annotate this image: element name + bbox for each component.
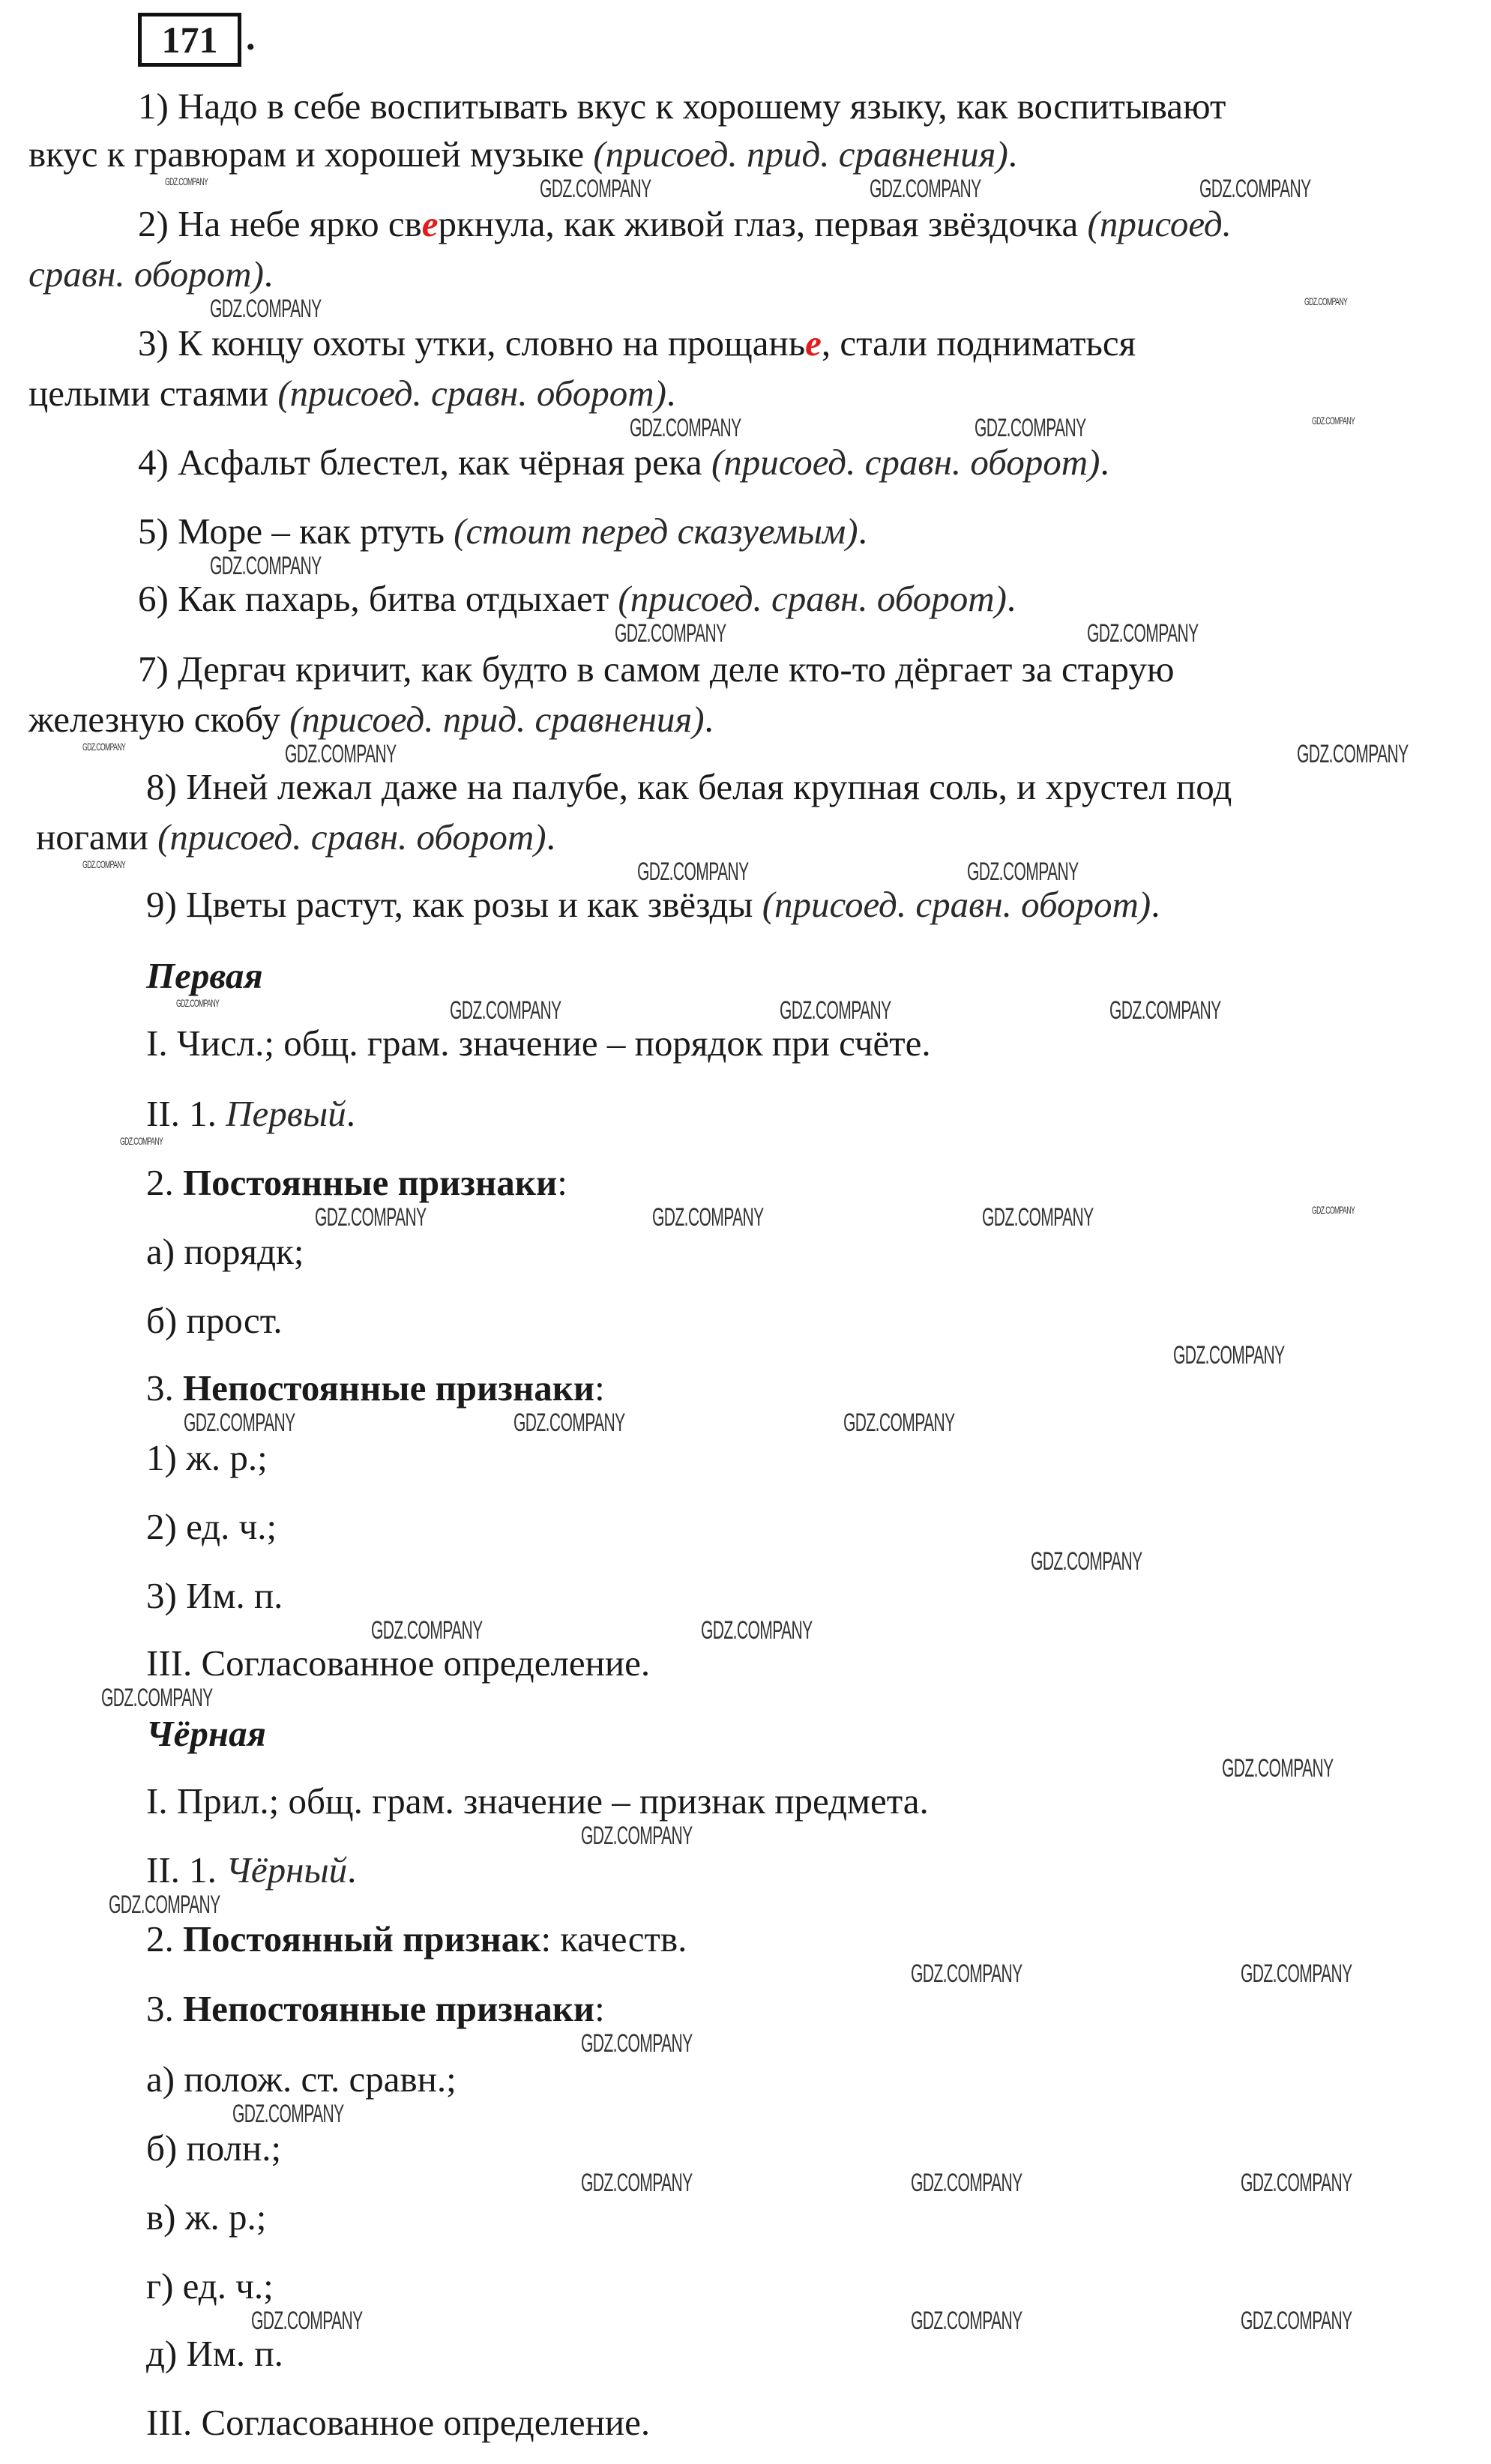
annotation-text: (присоед. прид. сравнения)	[593, 133, 1008, 175]
watermark-text: GDZ.COMPANY	[210, 295, 322, 323]
text-line	[146, 2196, 267, 2238]
watermark-text: GDZ.COMPANY	[101, 1684, 213, 1712]
text-segment: вкус к гравюрам и хорошей музыке	[28, 133, 594, 175]
watermark-text: GDZ.COMPANY	[637, 858, 749, 886]
watermark-text: GDZ.COMPANY	[843, 1409, 955, 1437]
annotation-text: (присоед. сравн. оборот)	[711, 442, 1100, 483]
text-segment: :	[594, 1367, 605, 1409]
watermark-text: GDZ.COMPANY	[1312, 1204, 1355, 1216]
text-segment: 4) Асфальт блестел, как чёрная река	[138, 442, 711, 483]
watermark-text: GDZ.COMPANY	[120, 1135, 163, 1147]
text-segment: II. 1.	[146, 1093, 226, 1134]
text-segment: 1) Надо в себе воспитывать вкус к хорошему языку, как воспитывают	[138, 85, 1226, 127]
watermark-text: GDZ.COMPANY	[371, 1616, 483, 1645]
watermark-text: GDZ.COMPANY	[1199, 175, 1311, 203]
text-line	[36, 816, 555, 858]
watermark-text: GDZ.COMPANY	[1304, 295, 1348, 307]
text-line	[146, 1780, 929, 1822]
watermark-text: GDZ.COMPANY	[109, 1891, 220, 1919]
annotation-text: (присоед. сравн. оборот)	[157, 816, 546, 858]
text-line	[138, 85, 1226, 127]
watermark-text: GDZ.COMPANY	[911, 2307, 1022, 2335]
text-line	[138, 510, 867, 552]
text-segment: .	[347, 1849, 357, 1891]
text-segment: .	[1100, 442, 1109, 483]
text-segment: :	[594, 1988, 605, 2029]
watermark-text: GDZ.COMPANY	[1087, 619, 1199, 648]
watermark-text: GDZ.COMPANY	[513, 1409, 625, 1437]
watermark-text: GDZ.COMPANY	[615, 619, 726, 648]
text-line	[146, 957, 263, 994]
text-line	[146, 2058, 457, 2100]
text-segment: : качеств.	[540, 1918, 687, 1960]
text-segment: 3.	[146, 1988, 183, 2029]
watermark-text: GDZ.COMPANY	[315, 1203, 427, 1232]
annotation-text: сравн. оборот)	[28, 253, 264, 295]
text-line	[146, 768, 1232, 805]
text-segment: .	[263, 253, 274, 295]
text-segment: .	[346, 1093, 355, 1134]
watermark-text: GDZ.COMPANY	[210, 552, 322, 580]
watermark-text: GDZ.COMPANY	[1297, 740, 1409, 768]
text-line	[138, 205, 1232, 242]
text-segment: железную скобу	[28, 699, 290, 740]
annotation-text: (стоит перед сказуемым)	[454, 510, 858, 552]
text-segment: .	[704, 699, 714, 740]
watermark-text: GDZ.COMPANY	[967, 858, 1079, 886]
text-line	[146, 1642, 651, 1684]
text-segment: г) ед. ч.;	[146, 2265, 274, 2307]
text-segment: 3) Им. п.	[146, 1575, 283, 1616]
watermark-text: GDZ.COMPANY	[1173, 1341, 1285, 1370]
annotation-text: Чёрный	[226, 1849, 348, 1891]
text-segment: Первая	[146, 955, 263, 996]
text-segment: целыми стаями	[28, 373, 278, 414]
watermark-text: GDZ.COMPANY	[652, 1203, 764, 1232]
exercise-number-box	[138, 13, 241, 67]
text-segment: 6) Как пахарь, битва отдыхает	[138, 578, 618, 619]
text-segment: 7) Дергач кричит, как будто в самом деле кто-то дёргает за старую	[138, 648, 1175, 690]
watermark-text: GDZ.COMPANY	[975, 414, 1086, 442]
text-line	[28, 253, 274, 295]
text-segment: 9) Цветы растут, как розы и как звёзды	[146, 884, 762, 925]
exercise-number: 171	[161, 19, 218, 61]
text-segment: ркнула, как живой глаз, первая звёздочка	[438, 203, 1088, 244]
text-segment: .	[1007, 133, 1018, 175]
text-line	[146, 1367, 605, 1409]
text-segment: б) прост.	[146, 1300, 283, 1341]
text-segment: 8) Иней лежал даже на палубе, как белая крупная соль, и хрустел под	[146, 766, 1232, 807]
watermark-text: GDZ.COMPANY	[870, 175, 981, 203]
text-segment: III. Согласованное определение.	[146, 2402, 651, 2443]
annotation-text: (присоед. сравн. оборот)	[618, 578, 1007, 619]
text-line	[146, 886, 1160, 923]
text-segment: 3) К концу охоты утки, словно на прощань	[138, 322, 806, 364]
text-line	[146, 1990, 605, 2027]
text-line	[28, 133, 1018, 175]
text-line	[28, 701, 714, 738]
watermark-text: GDZ.COMPANY	[630, 414, 741, 442]
watermark-text: GDZ.COMPANY	[1109, 996, 1221, 1025]
text-segment: I. Прил.; общ. грам. значение – признак предмета.	[146, 1780, 929, 1822]
watermark-text: GDZ.COMPANY	[581, 2169, 693, 2197]
watermark-text: GDZ.COMPANY	[232, 2100, 344, 2128]
watermark-text: GDZ.COMPANY	[1241, 1960, 1352, 1988]
text-segment: 2) На небе ярко св	[138, 203, 422, 244]
text-segment: Непостоянные признаки	[183, 1988, 595, 2029]
watermark-text: GDZ.COMPANY	[1031, 1547, 1142, 1576]
watermark-text: GDZ.COMPANY	[82, 741, 126, 753]
watermark-text: GDZ.COMPANY	[285, 740, 397, 768]
watermark-text: GDZ.COMPANY	[1222, 1754, 1334, 1783]
text-line	[146, 1577, 283, 1614]
text-line	[146, 1918, 687, 1960]
highlighted-letter: е	[805, 322, 822, 364]
annotation-text: (присоед. сравн. оборот)	[277, 373, 666, 414]
text-line	[28, 375, 675, 412]
text-line	[146, 2404, 650, 2441]
text-segment: 2) ед. ч.;	[146, 1506, 277, 1547]
text-line	[146, 1233, 304, 1270]
watermark-text: GDZ.COMPANY	[450, 996, 561, 1025]
highlighted-letter: е	[421, 203, 439, 244]
text-line	[138, 648, 1175, 690]
watermark-text: GDZ.COMPANY	[581, 2029, 693, 2058]
watermark-text: GDZ.COMPANY	[1241, 2307, 1352, 2335]
text-segment: .	[858, 510, 867, 552]
watermark-text: GDZ.COMPANY	[1312, 415, 1355, 427]
text-segment: Чёрная	[146, 1713, 266, 1754]
watermark-text: GDZ.COMPANY	[911, 1960, 1022, 1988]
text-line	[138, 444, 1109, 481]
watermark-text: GDZ.COMPANY	[1241, 2169, 1352, 2197]
watermark-text: GDZ.COMPANY	[82, 858, 126, 870]
text-line	[146, 2127, 282, 2169]
text-segment: 3.	[146, 1367, 183, 1409]
text-line	[146, 1849, 357, 1891]
watermark-text: GDZ.COMPANY	[540, 175, 651, 203]
annotation-text: (присоед.	[1087, 203, 1232, 244]
watermark-text: GDZ.COMPANY	[911, 2169, 1022, 2197]
exercise-number-dot: .	[246, 16, 256, 58]
text-segment: 1) ж. р.;	[146, 1437, 268, 1478]
text-segment: в) ж. р.;	[146, 2196, 267, 2238]
text-segment: а) порядк;	[146, 1231, 304, 1272]
text-line	[138, 580, 1016, 617]
text-line	[146, 1095, 355, 1132]
text-line	[146, 2335, 283, 2372]
text-line	[146, 1022, 931, 1064]
annotation-text: Первый	[226, 1093, 346, 1134]
text-segment: II. 1.	[146, 1849, 226, 1891]
text-line	[146, 1508, 277, 1545]
text-segment: а) полож. ст. сравн.;	[146, 2058, 457, 2100]
watermark-text: GDZ.COMPANY	[701, 1616, 813, 1645]
text-line	[146, 1164, 567, 1201]
text-segment: Непостоянные признаки	[183, 1367, 595, 1409]
watermark-text: GDZ.COMPANY	[581, 1822, 693, 1850]
text-segment: 2.	[146, 1162, 183, 1203]
watermark-text: GDZ.COMPANY	[982, 1203, 1094, 1232]
text-segment: Постоянный признак	[183, 1918, 541, 1960]
annotation-text: (присоед. прид. сравнения)	[289, 699, 705, 740]
text-segment: Постоянные признаки	[183, 1162, 558, 1203]
text-segment: I. Числ.; общ. грам. значение – порядок при счёте.	[146, 1022, 931, 1064]
text-line	[146, 2265, 274, 2307]
text-segment: .	[1006, 578, 1016, 619]
text-segment: .	[546, 816, 555, 858]
text-segment: .	[666, 373, 676, 414]
text-segment: .	[1151, 884, 1160, 925]
watermark-text: GDZ.COMPANY	[780, 996, 891, 1025]
text-segment: б) полн.;	[146, 2127, 282, 2169]
text-line	[146, 1302, 283, 1339]
text-line	[146, 1439, 268, 1476]
text-segment: III. Согласованное определение.	[146, 1642, 651, 1684]
text-line	[138, 322, 1136, 364]
watermark-text: GDZ.COMPANY	[165, 175, 208, 187]
watermark-text: GDZ.COMPANY	[184, 1409, 295, 1437]
text-segment: д) Им. п.	[146, 2333, 283, 2374]
text-segment: , стали подниматься	[821, 322, 1136, 364]
annotation-text: (присоед. сравн. оборот)	[762, 884, 1151, 925]
text-segment: 5) Море – как ртуть	[138, 510, 454, 552]
watermark-text: GDZ.COMPANY	[176, 997, 220, 1009]
text-segment: ногами	[36, 816, 158, 858]
watermark-text: GDZ.COMPANY	[251, 2307, 363, 2335]
text-line	[146, 1715, 266, 1752]
text-segment: :	[557, 1162, 567, 1203]
text-segment: 2.	[146, 1918, 183, 1960]
